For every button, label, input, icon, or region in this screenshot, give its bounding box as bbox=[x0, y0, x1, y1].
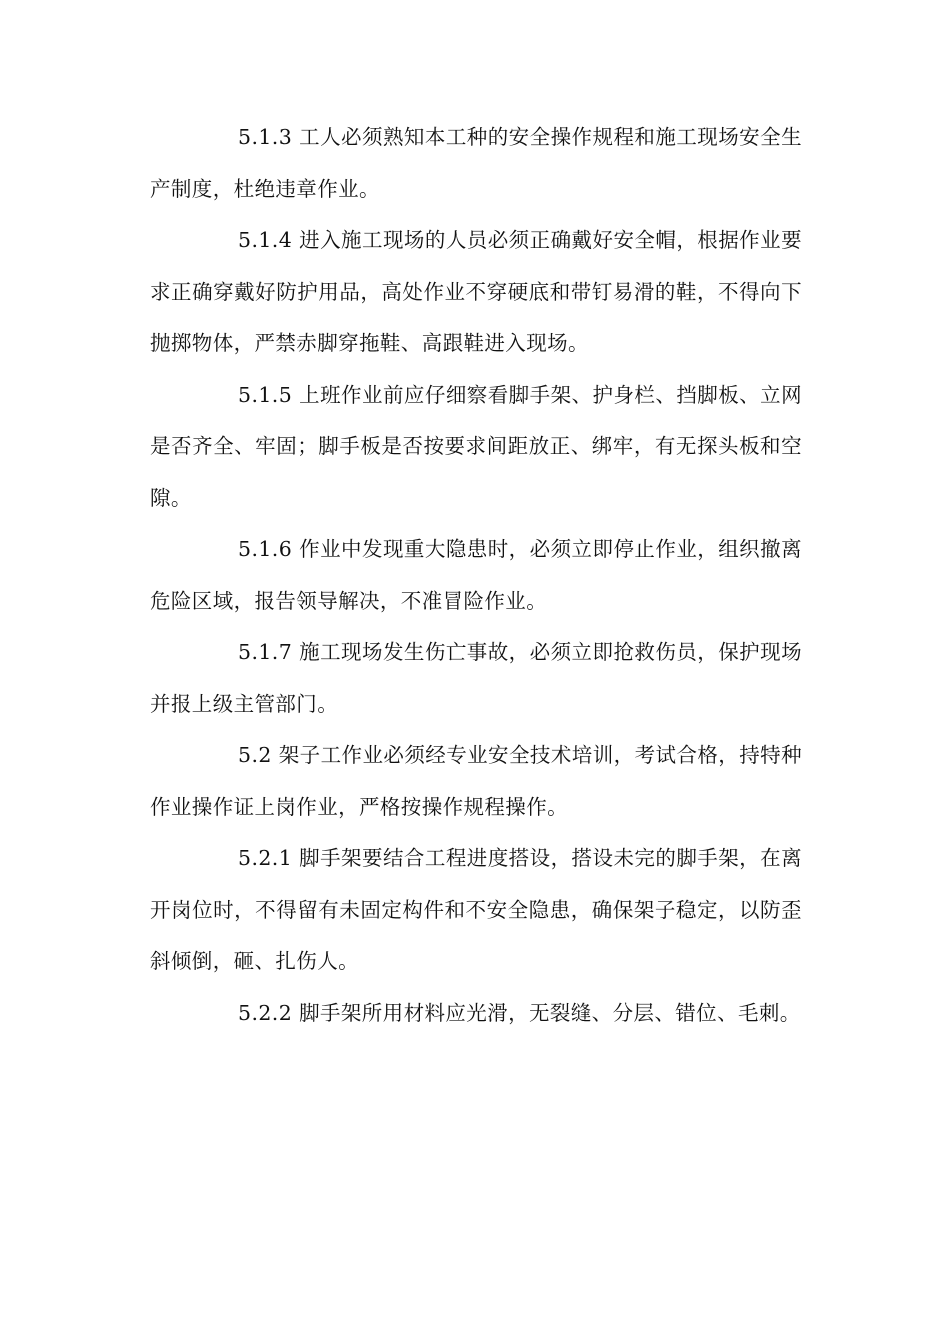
paragraph-5-1-4: 5.1.4 进入施工现场的人员必须正确戴好安全帽，根据作业要求正确穿戴好防护用品，高处作业不穿硬底和带钉易滑的鞋，不得向下抛掷物体，严禁赤脚穿拖鞋、高跟鞋进入现场。 bbox=[150, 228, 802, 355]
paragraph-5-2-1: 5.2.1 脚手架要结合工程进度搭设，搭设未完的脚手架，在离开岗位时，不得留有未固定构件和不安全隐患，确保架子稳定，以防歪斜倾倒，砸、扎伤人。 bbox=[150, 846, 802, 973]
paragraph-5-1-5: 5.1.5 上班作业前应仔细察看脚手架、护身栏、挡脚板、立网是否齐全、牢固；脚手板是否按要求间距放正、绑牢，有无探头板和空隙。 bbox=[150, 382, 802, 510]
paragraph-5-1-6: 5.1.6 作业中发现重大隐患时，必须立即停止作业，组织撤离危险区域，报告领导解决，不准冒险作业。 bbox=[150, 537, 802, 613]
paragraph-5-2: 5.2 架子工作业必须经专业安全技术培训，考试合格，持特种作业操作证上岗作业，严格按操作规程操作。 bbox=[150, 743, 802, 819]
paragraph-5-1-3: 5.1.3 工人必须熟知本工种的安全操作规程和施工现场安全生产制度，杜绝违章作业。 bbox=[150, 125, 802, 201]
paragraph-5-2-2: 5.2.2 脚手架所用材料应光滑，无裂缝、分层、错位、毛刺。 bbox=[238, 1000, 801, 1025]
document-body bbox=[150, 112, 802, 1039]
paragraph-5-1-7: 5.1.7 施工现场发生伤亡事故，必须立即抢救伤员，保护现场并报上级主管部门。 bbox=[150, 640, 802, 716]
